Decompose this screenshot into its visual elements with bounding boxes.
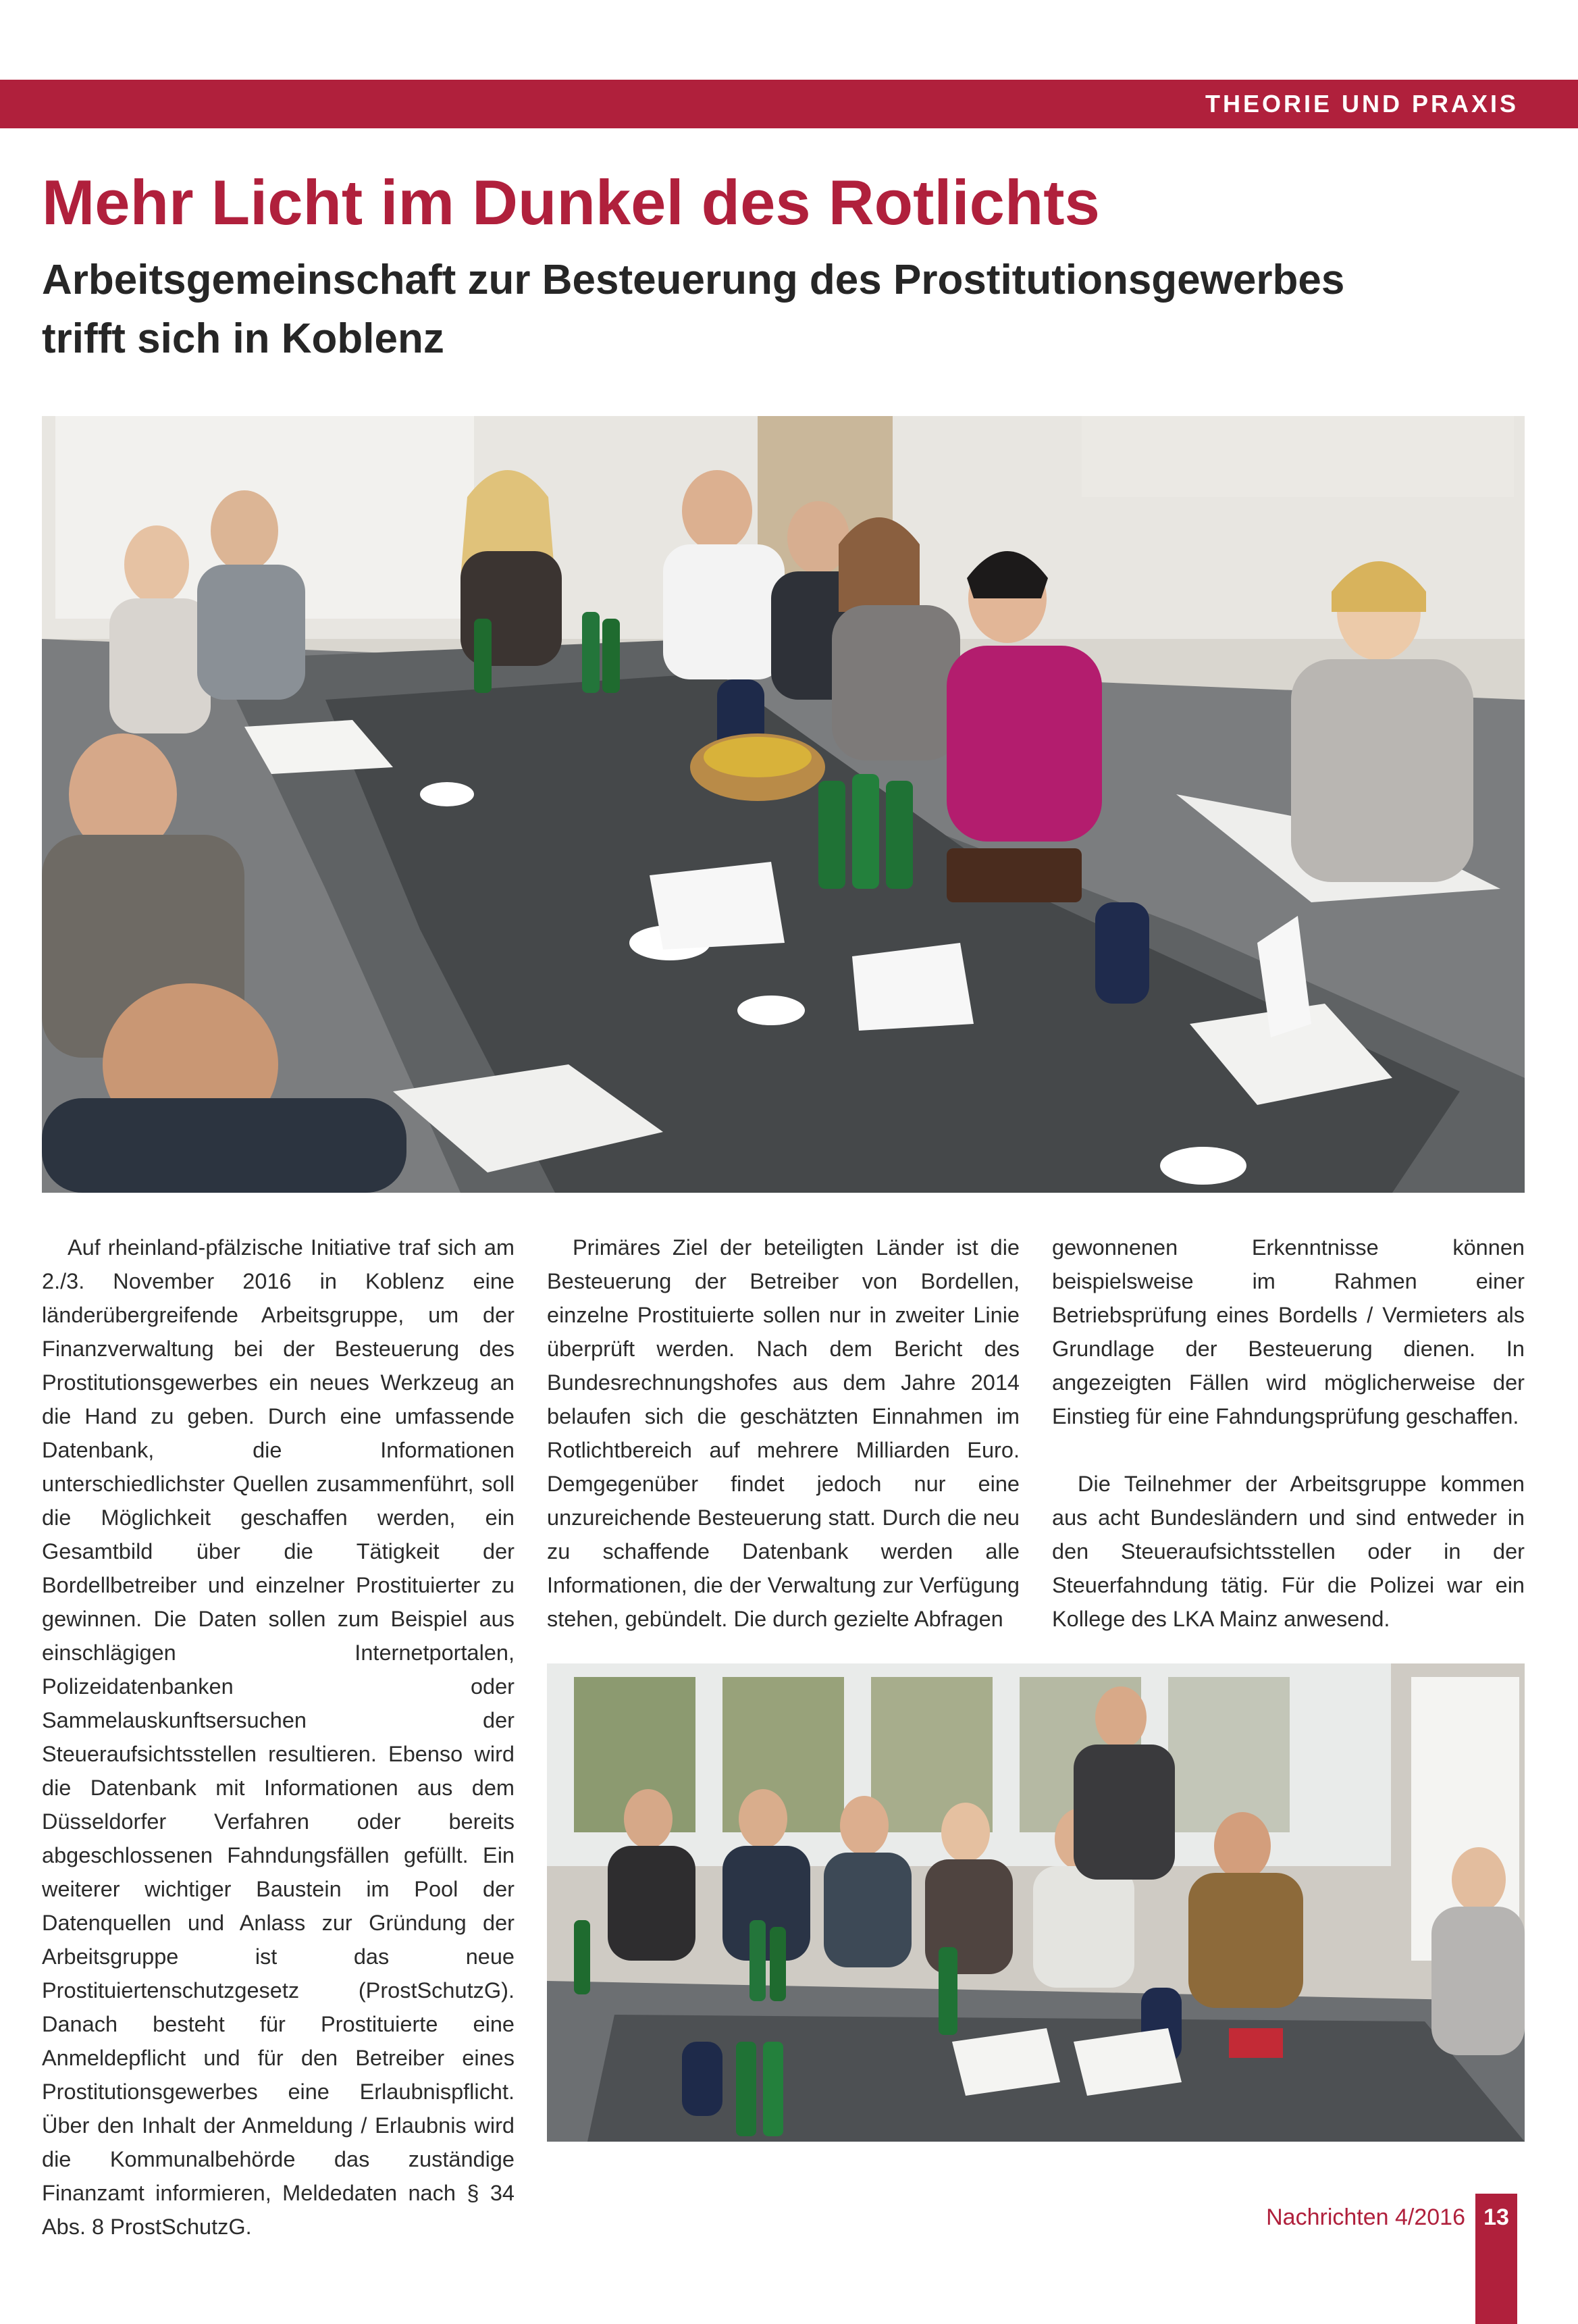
headline: Mehr Licht im Dunkel des Rotlichts (42, 167, 1100, 238)
article-column-2 (547, 1231, 1020, 1636)
subheadline-line-1: Arbeitsgemeinschaft zur Besteuerung des Prostitutionsgewerbes (42, 257, 1345, 303)
meeting-photo (42, 416, 1525, 1193)
article-column-1 (42, 1231, 515, 2244)
article-paragraph-1: Auf rheinland-pfälzische Initiative traf sich am 2./3. November 2016 in Koblenz eine länderübergreifende Arbeitsgruppe, um der Finanzverwaltung bei der Besteuerung des Prostitutionsgewerbes ein neues Werkzeug an die Hand zu geben. Durch eine umfassende Datenbank, die Informationen unterschiedlichster Quellen zusammenführt, soll die Möglichkeit geschaffen werden, ein Gesamtbild über die Tätigkeit der Bordellbetreiber und einzelner Prostituierter zu gewinnen. Die Daten sollen zum Beispiel aus einschlägigen Internetportalen, Polizeidatenbanken oder Sammelauskunftsersuchen der Steueraufsichtsstellen resultieren. Ebenso wird die Datenbank mit Informationen aus dem Düsseldorfer Verfahren oder bereits abgeschlossenen Fahndungsfällen gefüllt. Ein weiterer wichtiger Baustein im Pool der Datenquellen und Anlass zur Gründung der Arbeitsgruppe ist das neue Prostituiertenschutzgesetz (ProstSchutzG). Danach besteht für Prostituierte eine Anmeldepflicht und für den Betreiber eines Prostitutionsgewerbes eine Erlaubnispflicht. Über den Inhalt der Anmeldung / Erlaubnis wird die Kommunalbehörde das zuständige Finanzamt informieren, Meldedaten nach § 34 Abs. 8 ProstSchutzG. (42, 1235, 515, 2239)
footer-publication: Nachrichten 4/2016 (1266, 2204, 1465, 2230)
page-number: 13 (1483, 2204, 1509, 2230)
article-paragraph-3: gewonnenen Erkenntnisse können beispielsweise im Rahmen einer Betriebsprüfung eines Bordells / Vermieters als Grundlage der Besteuerung dienen. In angezeigten Fällen wird möglicherweise der Einstieg für eine Fahndungsprüfung geschaffen. (1052, 1235, 1525, 1428)
section-label: THEORIE UND PRAXIS (1205, 90, 1519, 118)
article-column-3 (1052, 1231, 1525, 1636)
group-photo (547, 1663, 1525, 2142)
article-paragraph-2: Primäres Ziel der beteiligten Länder ist die Besteuerung der Betreiber von Bordellen, einzelne Prostituierte sollen nur in zweiter Linie überprüft werden. Nach dem Bericht des Bundesrechnungshofes aus dem Jahre 2014 belaufen sich die geschätzten Einnahmen im Rotlichtbereich auf mehrere Milliarden Euro. Demgegenüber findet jedoch nur eine unzureichende Besteuerung statt. Durch die neu zu schaffende Datenbank werden alle Informationen, die der Verwaltung zur Verfügung stehen, gebündelt. Die durch gezielte Abfragen (547, 1235, 1020, 1631)
article-paragraph-4: Die Teilnehmer der Arbeitsgruppe kommen aus acht Bundesländern und sind entweder in den Steueraufsichtsstellen oder in der Steuerfahndung tätig. Für die Polizei war ein Kollege des LKA Mainz anwesend. (1052, 1472, 1525, 1631)
subheadline-line-2: trifft sich in Koblenz (42, 315, 444, 362)
subheadline (42, 251, 1527, 369)
